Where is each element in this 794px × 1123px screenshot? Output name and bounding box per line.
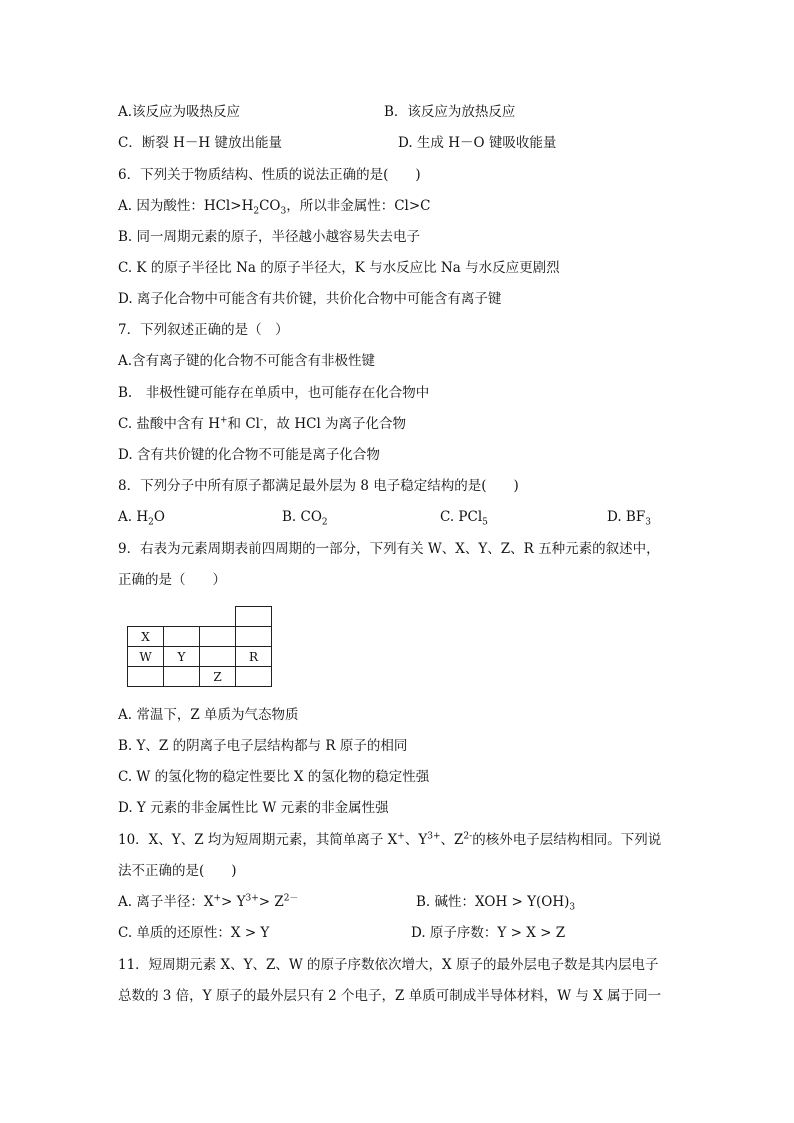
q11-stem-line1: 11．短周期元素 X、Y、Z、W 的原子序数依次增大，X 原子的最外层电子数是其内层电子 xyxy=(118,957,659,973)
table-cell xyxy=(164,627,200,647)
q7-option-c: C. 盐酸中含有 H+和 Cl-，故 HCl 为离子化合物 xyxy=(118,415,407,432)
table-cell xyxy=(200,627,236,647)
q9-option-b: B. Y、Z 的阴离子电子层结构都与 R 原子的相同 xyxy=(118,738,408,754)
table-cell xyxy=(164,607,200,627)
q7-option-b: B. 非极性键可能存在单质中，也可能存在化合物中 xyxy=(118,385,430,401)
q9-option-d: D. Y 元素的非金属性比 W 元素的非金属性强 xyxy=(118,800,389,816)
table-cell: R xyxy=(236,647,272,667)
q10-option-a: A. 离子半径：$X^+> Y^{3+}> Z^{2-}$ xyxy=(118,893,299,910)
table-row xyxy=(128,667,272,687)
q6-option-b: B. 同一周期元素的原子，半径越小越容易失去电子 xyxy=(118,229,421,245)
q9-stem-line2: 正确的是（ ） xyxy=(118,572,226,588)
table-row xyxy=(128,627,272,647)
table-cell: X xyxy=(128,627,164,647)
table-cell xyxy=(164,667,200,687)
table-cell: W xyxy=(128,647,164,667)
table-cell xyxy=(200,647,236,667)
q10-stem-line1: 10．X、Y、Z 均为短周期元素，其简单离子 X+、$Y^{3+}$、$Z^{2-}$的核外电子层结构相同。下列说 xyxy=(118,831,662,848)
q6-option-a: A. 因为酸性：$HCl>H_2CO_3$，所以非金属性：Cl>C xyxy=(118,198,431,217)
table-cell xyxy=(128,667,164,687)
q5-option-d: D. 生成 H－O 键吸收能量 xyxy=(398,135,557,151)
q7-stem: 7．下列叙述正确的是（ ） xyxy=(118,322,289,338)
q7-option-d: D. 含有共价键的化合物不可能是离子化合物 xyxy=(118,447,380,463)
q9-option-c: C. W 的氢化物的稳定性要比 X 的氢化物的稳定性强 xyxy=(118,769,430,785)
table-cell xyxy=(128,607,164,627)
table-cell xyxy=(236,627,272,647)
q8-option-c: C. PCl$_5$ xyxy=(440,509,488,528)
q5-option-a: A.该反应为吸热反应 xyxy=(118,104,241,120)
table-row xyxy=(128,607,272,627)
table-cell xyxy=(236,607,272,627)
q10-option-b: B. 碱性：XOH > $Y(OH)_3$ xyxy=(416,894,576,913)
table-cell xyxy=(200,607,236,627)
q6-option-c: C. K 的原子半径比 Na 的原子半径大，K 与水反应比 Na 与水反应更剧烈 xyxy=(118,260,560,276)
q6-stem: 6．下列关于物质结构、性质的说法正确的是( ) xyxy=(118,167,421,183)
q8-option-b: B. $CO_2$ xyxy=(282,509,328,528)
q6-option-d: D. 离子化合物中可能含有共价键，共价化合物中可能含有离子键 xyxy=(118,291,502,307)
table-cell: Z xyxy=(200,667,236,687)
q9-stem-line1: 9．右表为元素周期表前四周期的一部分，下列有关 W、X、Y、Z、R 五种元素的叙述中， xyxy=(118,541,660,557)
q5-option-c: C．断裂 H－H 键放出能量 xyxy=(118,135,282,151)
q8-stem: 8．下列分子中所有原子都满足最外层为 8 电子稳定结构的是( ) xyxy=(118,478,519,494)
q10-option-c: C. 单质的还原性：X > Y xyxy=(118,925,270,941)
table-row xyxy=(128,647,272,667)
q10-stem-line2: 法不正确的是( ) xyxy=(118,863,237,879)
periodic-table-fragment xyxy=(127,606,272,687)
q8-option-a: A. $H_2O$ xyxy=(118,509,165,528)
q10-option-d: D. 原子序数：Y > X > Z xyxy=(411,925,566,941)
q9-option-a: A. 常温下，Z 单质为气态物质 xyxy=(118,707,299,723)
q11-stem-line2: 总数的 3 倍，Y 原子的最外层只有 2 个电子，Z 单质可制成半导体材料，W 与 X 属于同一 xyxy=(118,988,662,1004)
q8-option-d: D. $BF_3$ xyxy=(607,509,651,528)
table-cell xyxy=(236,667,272,687)
q7-option-a: A.含有离子键的化合物不可能含有非极性键 xyxy=(118,353,376,369)
table-cell: Y xyxy=(164,647,200,667)
q5-option-b: B．该反应为放热反应 xyxy=(384,104,516,120)
